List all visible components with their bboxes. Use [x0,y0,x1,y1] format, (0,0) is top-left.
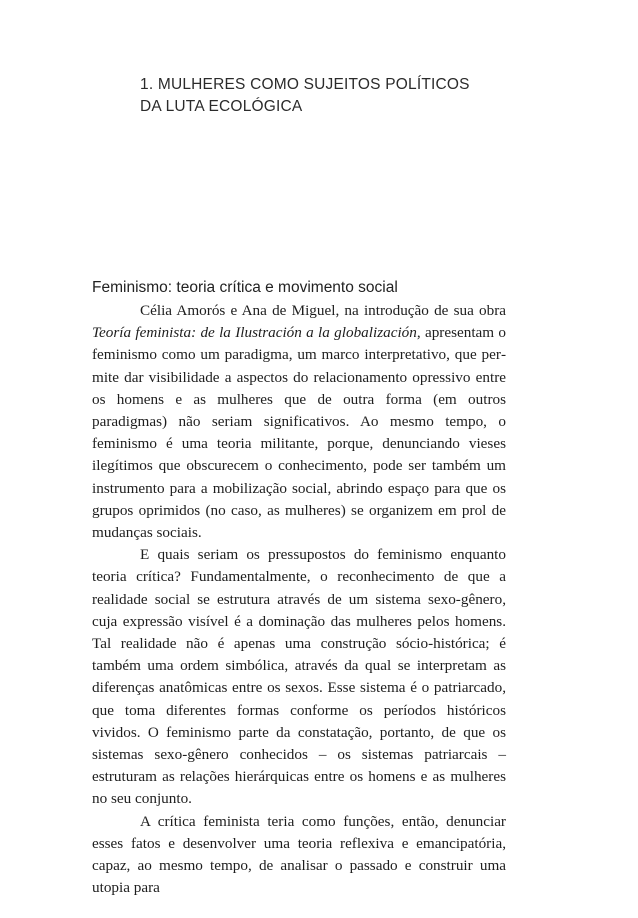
paragraph-1 [92,300,506,544]
paragraph-1-text-start: Célia Amorós e Ana de Miguel, na introdução de sua obra [140,302,506,319]
chapter-title-line-2: DA LUTA ECOLÓGICA [140,98,303,115]
book-title: Teoría feminista: de la Ilustración a la globalización [92,324,417,342]
chapter-title [140,74,560,118]
paragraph-1-text-end: , apresentam o feminismo como um paradigma, um marco interpretativo, que permite dar visibilidade a aspectos do relacionamento opressivo entre os homens e as mulheres que de outra forma (em outros paradigmas) não seriam significativos. Ao mesmo tempo, o feminismo é uma teoria militante, porque, denunciando vieses ilegítimos que obscurecem o conhecimento, pode ser também um instrumento para a mobilização social, abrindo espaço para que os grupos oprimidos (no caso, as mulheres) se organizem em prol de mudanças sociais. [92,324,507,542]
paragraph-3: A crítica feminista teria como funções, então, denunciar esses fatos e desenvolver uma teoria reflexiva e emancipatória, capaz, ao mesmo tempo, de analisar o passado e construir uma utopia para [92,812,506,897]
paragraph-2: E quais seriam os pressupostos do feminismo enquanto teoria crítica? Fundamentalmente, o reconhecimento de que a realidade social se estrutura através de um sistema sexo-gênero, cuja expressão visível é a dominação das mulheres pelos homens. Tal realidade não é apenas uma construção sócio-histórica; é também uma ordem simbólica, através da qual se interpretam as diferenças anatômicas entre os sexos. Esse sistema é o patriarcado, que toma diferentes formas conforme os períodos históricos vividos. O feminismo parte da constatação, portanto, de que os sistemas sexo-gênero conhecidos – os sistemas patriarcais – estruturam as relações hierárquicas entre os homens e as mulheres no seu conjunto. [92,546,506,808]
body-text [92,300,506,899]
chapter-title-line-1: 1. MULHERES COMO SUJEITOS POLÍTICOS [140,76,470,93]
section-heading: Feminismo: teoria crítica e movimento social [92,279,398,296]
